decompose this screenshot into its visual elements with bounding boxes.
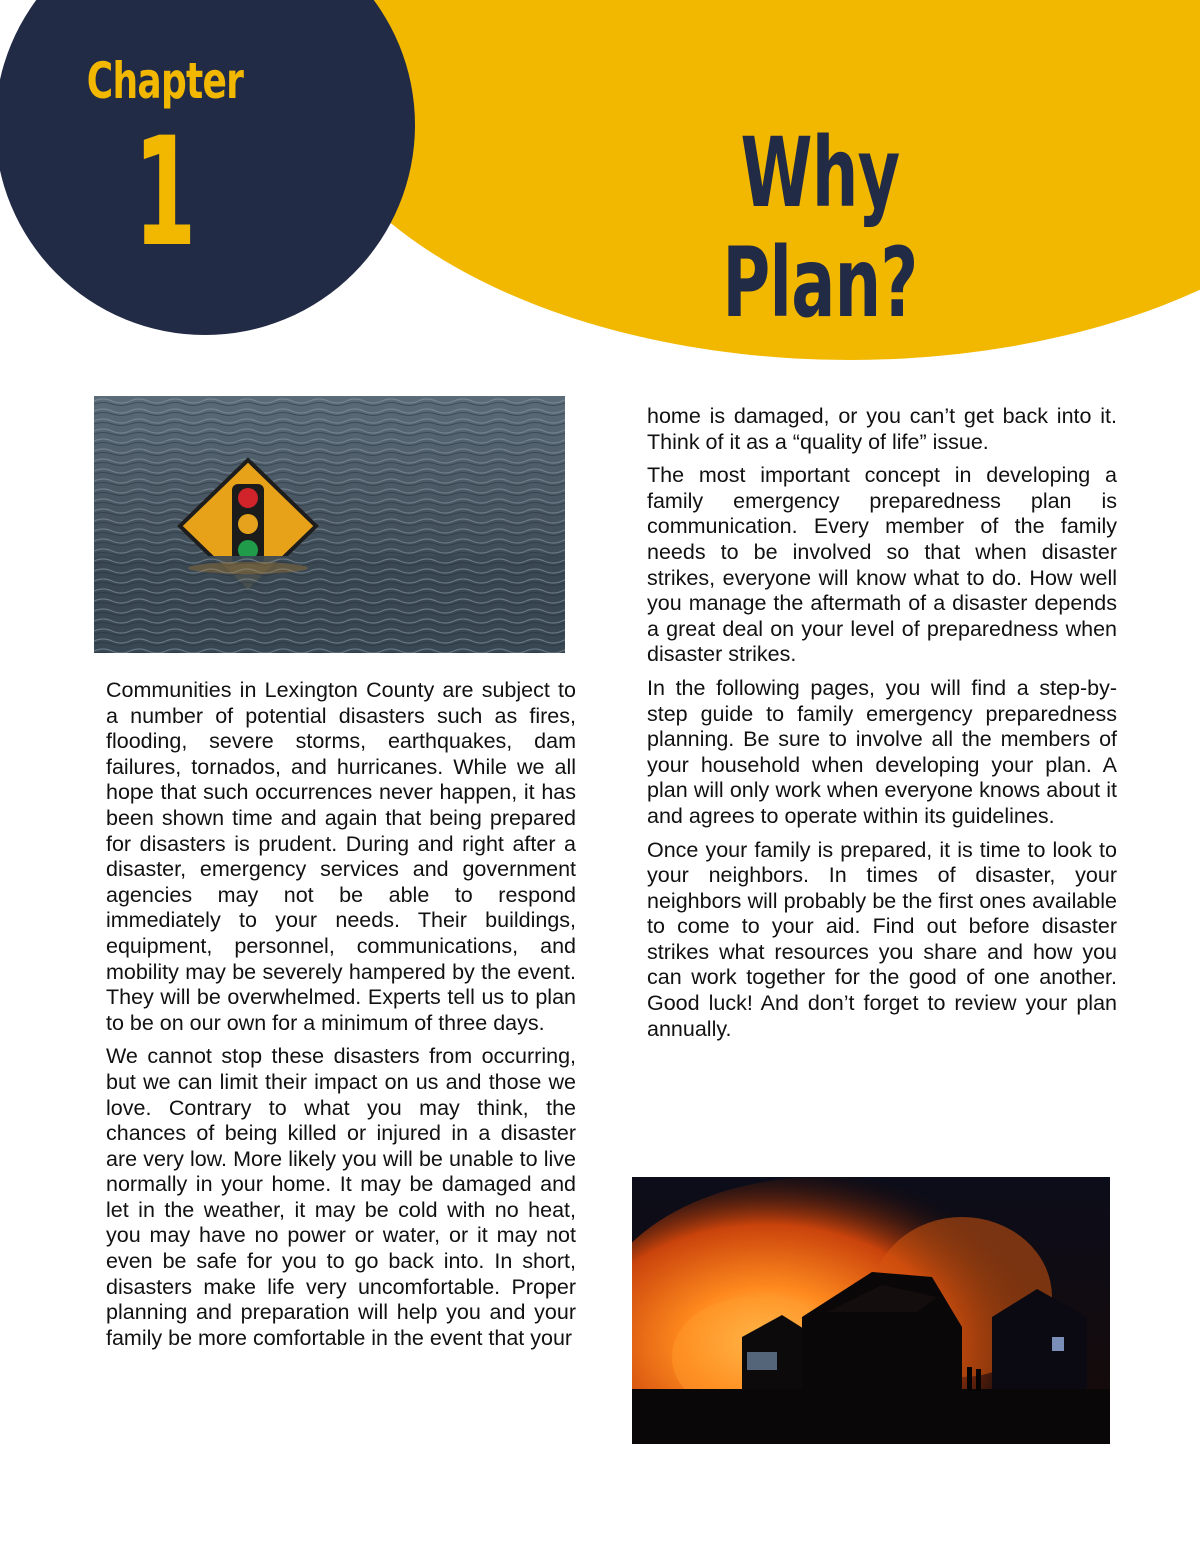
- paragraph: We cannot stop these disasters from occurring, but we can limit their impact on us and those we love. Contrary to what you may think, the chances of being killed or injured in a disaster are very low. More likely you will be unable to live normally in your home. It may be damaged and let in the weather, it may be cold with no heat, you may have no power or water, or it may not even be safe for you to go back into. In short, disasters make life very uncomfortable. Proper planning and preparation will help you and your family be more comfortable in the event that your: [106, 1044, 576, 1350]
- flooded-sign-icon: [94, 396, 565, 653]
- paragraph: The most important concept in developing a family emergency preparedness plan is communication. Every member of the family needs to be involved so that when disaster strikes, everyone will know what to do. How well you manage the aftermath of a disaster depends a great deal on your level of preparedness when disaster strikes.: [647, 463, 1117, 667]
- chapter-number: 1: [133, 106, 197, 280]
- paragraph: Communities in Lexington County are subject to a number of potential disasters such as fires, flooding, severe storms, earthquakes, dam failures, tornados, and hurricanes. While we all hope that such occurrences never happen, it has been shown time and again that being prepared for disasters is prudent. During and right after a disaster, emergency services and government agencies may not be able to respond immediately to your needs. Their buildings, equipment, personnel, communications, and mobility may be severely hampered by the event. They will be overwhelmed. Experts tell us to plan to be on our own for a minimum of three days.: [106, 678, 576, 1035]
- paragraph: In the following pages, you will find a step-by-step guide to family emergency preparedness planning. Be sure to involve all the members of your household when developing your plan. A plan will only work when everyone knows about it and agrees to operate within its guidelines.: [647, 675, 1117, 828]
- paragraph: Once your family is prepared, it is time to look to your neighbors. In times of disaster, your neighbors will probably be the first ones available to come to your aid. Find out before disaster strikes what resources you share and how you can work together for the good of one another. Good luck! And don’t forget to review your plan annually.: [647, 837, 1117, 1041]
- page-title: Why Plan?: [722, 117, 918, 339]
- paragraph: home is damaged, or you can’t get back into it. Think of it as a “quality of life” issue.: [647, 404, 1117, 454]
- chapter-label: Chapter: [86, 52, 244, 110]
- flooded-sign-photo: [94, 396, 565, 653]
- house-fire-icon: [632, 1177, 1110, 1444]
- right-text-column: [647, 404, 1117, 1050]
- left-text-column: [106, 678, 576, 1359]
- house-fire-photo: [632, 1177, 1110, 1444]
